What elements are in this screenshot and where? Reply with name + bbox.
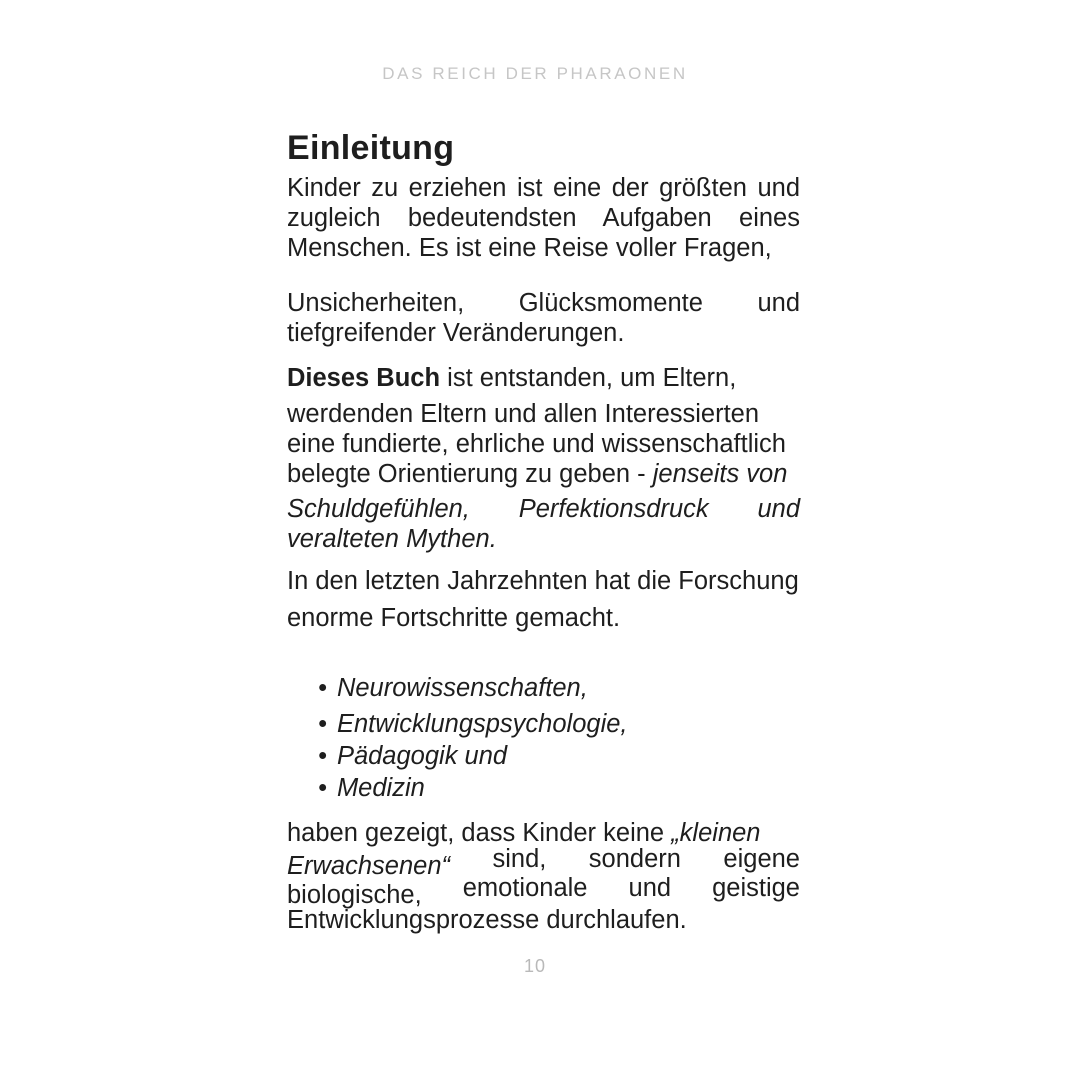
italic-segment: jenseits von bbox=[652, 460, 788, 488]
chapter-title: Einleitung bbox=[287, 129, 455, 167]
text-line: In den letzten Jahrzehnten hat die Forschung bbox=[287, 567, 799, 595]
text-line bbox=[287, 819, 800, 848]
text-line: Schuldgefühlen, Perfektionsdruck und bbox=[287, 495, 800, 523]
text-line: Kinder zu erziehen ist eine der größten und bbox=[287, 174, 800, 202]
italic-segment: Erwachsenen“ bbox=[287, 852, 450, 880]
bullet-item bbox=[287, 740, 800, 772]
bullet-text: Entwicklungspsychologie, bbox=[336, 710, 628, 738]
text-line: Entwicklungsprozesse durchlaufen. bbox=[287, 906, 687, 934]
paragraph-1 bbox=[287, 173, 800, 263]
text-line bbox=[287, 845, 800, 880]
bullet-item bbox=[287, 672, 800, 704]
text-line: Unsicherheiten, Glücksmomente und bbox=[287, 289, 800, 317]
bullet-marker: • bbox=[318, 674, 327, 702]
text-segment: ist entstanden, um Eltern, bbox=[440, 364, 737, 392]
text-segment: belegte Orientierung zu geben - bbox=[287, 460, 653, 488]
text-line: Menschen. Es ist eine Reise voller Fragen, bbox=[287, 234, 772, 262]
bullet-text: Pädagogik und bbox=[336, 742, 508, 770]
text-line: tiefgreifender Veränderungen. bbox=[287, 319, 625, 347]
text-line: zugleich bedeutendsten Aufgaben eines bbox=[287, 204, 800, 232]
bullet-text: Neurowissenschaften, bbox=[336, 674, 588, 702]
paragraph-3 bbox=[287, 363, 800, 554]
bullet-item bbox=[287, 772, 800, 804]
text-segment: sind, sondern eigene bbox=[492, 845, 800, 873]
paragraph-5 bbox=[287, 819, 800, 935]
text-line bbox=[287, 459, 800, 489]
paragraph-4 bbox=[287, 566, 800, 633]
text-segment: emotionale und geistige bbox=[462, 874, 800, 902]
text-line bbox=[287, 874, 800, 909]
bullet-marker: • bbox=[318, 774, 327, 802]
text-segment: biologische, bbox=[287, 881, 422, 909]
text-line: eine fundierte, ehrliche und wissenschaftlich bbox=[287, 430, 786, 458]
text-segment: haben gezeigt, dass Kinder keine bbox=[287, 819, 672, 847]
running-header: DAS REICH DER PHARAONEN bbox=[382, 64, 688, 83]
text-line bbox=[287, 363, 800, 393]
italic-segment: „kleinen bbox=[671, 819, 761, 847]
bullet-marker: • bbox=[318, 742, 327, 770]
bullet-marker: • bbox=[318, 710, 327, 738]
bold-lead-in: Dieses Buch bbox=[287, 364, 441, 392]
page-number: 10 bbox=[523, 956, 547, 976]
text-line: veralteten Mythen. bbox=[287, 525, 497, 553]
page-content bbox=[287, 128, 800, 935]
bullet-list bbox=[287, 672, 800, 804]
paragraph-2 bbox=[287, 288, 800, 348]
bullet-item bbox=[287, 708, 800, 740]
bullet-text: Medizin bbox=[336, 774, 425, 802]
text-line: enorme Fortschritte gemacht. bbox=[287, 604, 621, 632]
text-line: werdenden Eltern und allen Interessierten bbox=[287, 400, 760, 428]
